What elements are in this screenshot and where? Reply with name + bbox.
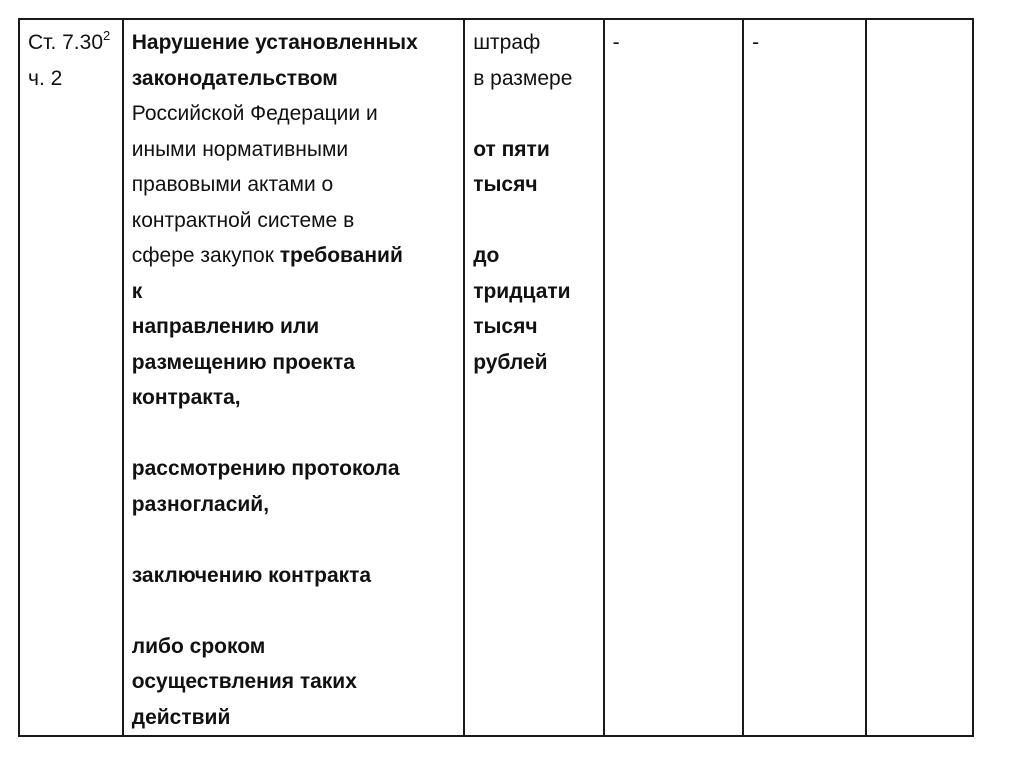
penalty-line: в размере <box>473 66 573 90</box>
description-line: к <box>131 279 143 303</box>
dash-value: - <box>752 31 760 54</box>
description-line: Нарушение установленных <box>131 31 418 54</box>
penalty-line: тысяч <box>473 315 538 338</box>
penalty-line: до <box>473 244 500 267</box>
description-line: Российской Федерации и <box>131 102 378 125</box>
article-number: Ст. 7.30$^2$ <box>28 28 111 54</box>
description-line: направлению или <box>131 315 320 338</box>
column-5-cell <box>743 19 866 736</box>
description-line: правовыми актами о <box>131 173 334 196</box>
description-line: разногласий, <box>131 492 270 516</box>
document-table <box>18 18 974 737</box>
article-cell <box>19 19 123 736</box>
description-line: иными нормативными <box>131 137 349 161</box>
penalty-cell <box>464 19 603 736</box>
description-line: размещению проекта <box>131 350 355 374</box>
article-superscript: 2 <box>103 28 111 43</box>
description-cell <box>123 19 464 736</box>
description-line: заключению контракта <box>131 563 372 587</box>
description-line: контрактной системе в <box>131 208 355 232</box>
article-part: ч. 2 <box>28 66 63 90</box>
description-line: рассмотрению протокола <box>131 457 400 480</box>
penalty-line: рублей <box>473 350 548 374</box>
description-line: контракта, <box>131 386 241 409</box>
description-line: законодательством <box>131 66 338 90</box>
penalty-line: тысяч <box>473 173 538 196</box>
description-line: либо сроком <box>131 634 266 658</box>
penalty-line: штраф <box>473 31 541 54</box>
description-line: осуществления таких <box>131 670 357 693</box>
column-6-cell <box>866 19 973 736</box>
dash-value: - <box>612 31 620 54</box>
description-line: действий <box>131 705 231 729</box>
penalty-line: тридцати <box>473 279 571 303</box>
penalty-line: от пяти <box>473 137 550 161</box>
description-line: сфере закупок требований <box>131 244 403 267</box>
column-4-cell <box>604 19 743 736</box>
table-row <box>19 19 973 736</box>
